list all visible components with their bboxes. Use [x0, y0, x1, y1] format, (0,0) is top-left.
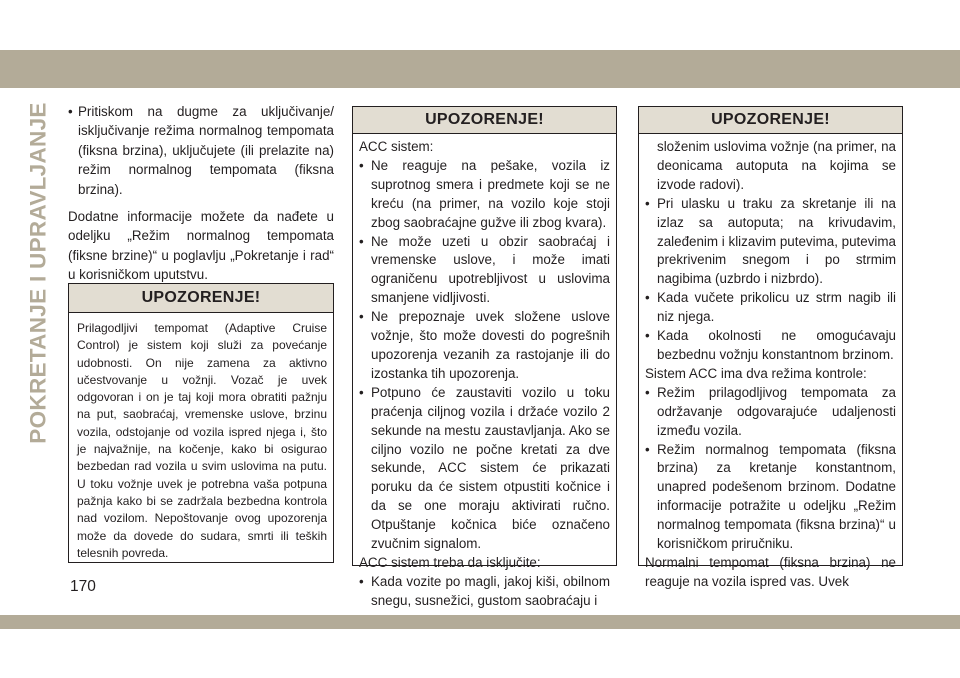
warning-closing: Normalni tempomat (fiksna brzina) ne reaguje na vozila ispred vas. Uvek [645, 554, 896, 589]
list-item [68, 102, 334, 199]
bullet-text: Pri ulasku u traku za skretanje ili na izlaz sa autoputa; na krivudavim, zaleđenim i klizavim putevima, putevima prekrivenim snegom i po strmim nagibima (uzbrdo i nizbrdo). [657, 195, 896, 287]
list-item [645, 289, 896, 327]
list-item [359, 233, 610, 309]
list-item [645, 441, 896, 554]
list-item [359, 384, 610, 554]
bullet-marker: • [645, 195, 650, 211]
modes-intro: Sistem ACC ima dva režima kontrole: [645, 365, 867, 381]
warning-box [638, 106, 903, 589]
warning-title: UPOZORENJE! [69, 284, 333, 313]
bullet-marker: • [68, 104, 73, 119]
list-item [359, 157, 610, 233]
bullet-marker: • [359, 157, 364, 173]
bullet-text: Kada vozite po magli, jakoj kiši, obilnom snegu, susnežici, gustom saobraćaju i [371, 573, 610, 608]
list-item [359, 573, 610, 611]
bullet-text: Režim normalnog tempomata (fiksna brzina) za kretanje konstantnom, unapred podešenom brzinom. Dodatne informacije potražite u odeljku „Režim normalnog tempomata (fiksna brzina)“ u korisničkom priručniku. [657, 441, 896, 552]
bullet-text: Potpuno će zaustaviti vozilo u toku praćenja ciljnog vozila i držaće vozilo 2 sekunde na mestu zaustavljanja. Ako se ciljno vozilo ne počne kretati za dve sekunde, ACC sistem će prikazati poruku da će sistem otpustiti kočnice i da se one moraju aktivirati ručno. Otpuštanje kočnica biće označeno zvučnim signalom. [371, 384, 610, 552]
left-column [68, 102, 334, 285]
bullet-marker: • [359, 573, 364, 589]
bullet-text: Ne može uzeti u obzir saobraćaj i vremenske uslove, i može imati ograničenu upotrebljivost u uslovima smanjene vidljivosti. [371, 233, 610, 306]
warning-body: Prilagodljivi tempomat (Adaptive Cruise Control) je sistem koji služi za povećanje udobnosti. On nije zamena za aktivno učestvovanje u vožnji. Vozač je uvek odgovoran i on je taj koji mora obratiti pažnju na put, saobraćaj, vremenske uslove, brzinu vozila, odstojanje od vozila ispred njega i, što je najvažnije, na kočenje, kako bi osigurao bezbedan rad vozila u svim uslovima na putu. U toku vožnje uvek je potrebna vaša potpuna pažnja kako bi se zadržala bezbedna kontrola nad vozilom. Nepoštovanje ovog upozorenja može da dovede do sudara, smrti ili teških telesnih povreda. [77, 321, 327, 560]
footer-band [0, 615, 960, 629]
bullet-marker: • [645, 290, 650, 306]
page-number: 170 [70, 578, 96, 595]
list-item [359, 308, 610, 384]
bullet-text: Ne prepoznaje uvek složene uslove vožnje, što može dovesti do pogrešnih upozorenja vezanih za rastojanje ili do izostanka tih upozorenja. [371, 309, 610, 381]
list-item [645, 195, 896, 290]
bullet-text: Kada vučete prikolicu uz strm nagib ili niz njega. [657, 290, 896, 325]
bullet-marker: • [359, 384, 364, 400]
bullet-marker: • [645, 384, 650, 400]
bullet-marker: • [359, 233, 364, 249]
bullet-text: Pritiskom na dugme za uključivanje/ isključivanje režima normalnog tempomata (fiksna brzina), uključujete (ili prelazite na) režim normalnog tempomata (fiksna brzina). [78, 104, 334, 197]
warning-box [352, 106, 617, 608]
section-side-tab [24, 100, 54, 446]
warning-title: UPOZORENJE! [353, 107, 616, 134]
bullet-marker: • [359, 309, 364, 325]
list-item [645, 384, 896, 441]
warning-intro: ACC sistem: [359, 139, 434, 154]
warning-title: UPOZORENJE! [639, 107, 902, 134]
info-paragraph: Dodatne informacije možete da nađete u odeljku „Režim normalnog tempomata (fiksne brzine)“ u poglavlju „Pokretanje i rad“ u korisničkom uputstvu. [68, 209, 334, 283]
bullet-text: Režim prilagodljivog tempomata za održavanje odgovarajuće udaljenosti između vozila. [657, 384, 896, 438]
bullet-marker: • [645, 328, 650, 344]
warning-continuation: složenim uslovima vožnje (na primer, na deonicama autoputa na kojima se izvode radovi). [657, 139, 896, 192]
list-item [645, 327, 896, 365]
header-band [0, 50, 960, 88]
bullet-text: Ne reaguje na pešake, vozila iz suprotnog smera i predmete koji se ne kreću (na primer, na vozilo koje stoji zbog saobraćajne gužve ili zbog kvara). [371, 157, 610, 230]
warning-outro: ACC sistem treba da isključite: [359, 554, 541, 570]
warning-box [68, 283, 334, 563]
bullet-marker: • [645, 441, 650, 457]
section-title: POKRETANJE I UPRAVLJANJE [26, 102, 51, 444]
bullet-text: Kada okolnosti ne omogućavaju bezbednu vožnju konstantnom brzinom. [657, 328, 896, 362]
